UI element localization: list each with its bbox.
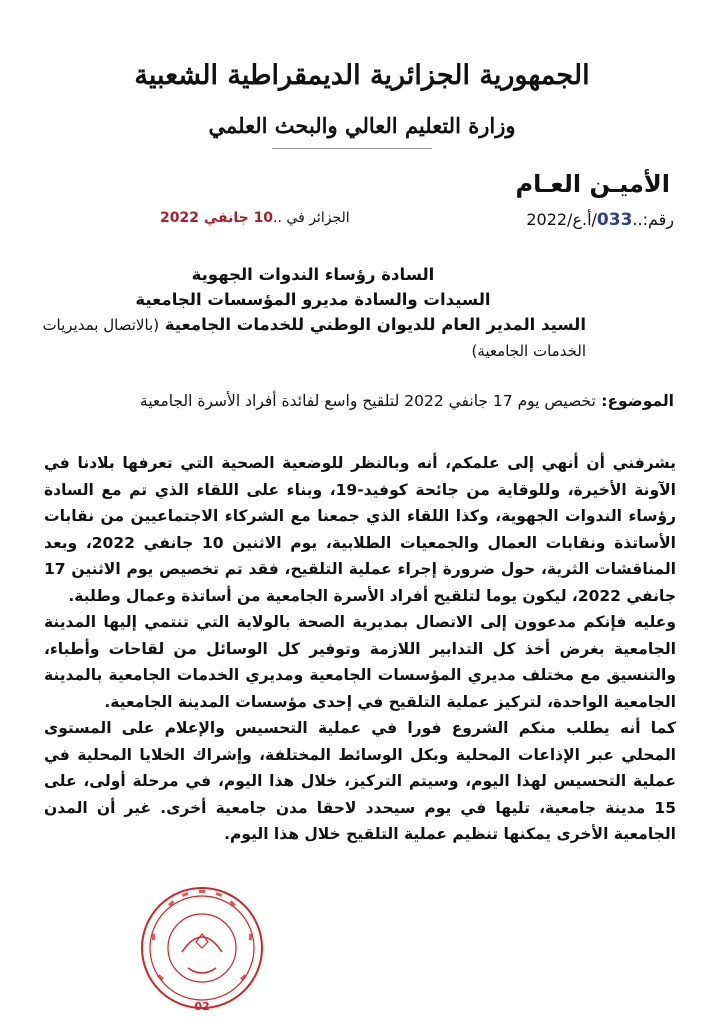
reference-dots: .. bbox=[632, 210, 643, 229]
subject-label: الموضوع: bbox=[601, 392, 674, 410]
reference-suffix: /أ.ع/2022 bbox=[526, 210, 597, 229]
body-paragraph-3: كما أنه يطلب منكم الشروع فورا في عملية التحسيس والإعلام على المستوى المحلي عبر الإذاعات المحلية وبكل الوسائط المختلفة، وإشراك الخلايا المحلية في عملية التحسيس لهذا اليوم، وسيتم التركيز، خلال هذا اليوم، في مرحلة أولى، على 15 مدينة جامعية، تليها في يوم سيحدد لاحقا مدن جامعية أخرى. غير أن المدن الجامعية الأخرى يمكنها تنظيم عملية التلقيح خلال هذا اليوم. bbox=[44, 719, 676, 843]
addressee-line-2: السيدات والسادة مديرو المؤسسات الجامعية bbox=[135, 290, 491, 309]
seal-emblem-star bbox=[196, 934, 208, 948]
seal-number: 02 bbox=[194, 1000, 210, 1013]
body-paragraph-1: يشرفني أن أنهي إلى علمكم، أنه وبالنظر للوضعية الصحية التي تعرفها بلادنا في الآونة الأخيرة، وللوقاية من جائحة كوفيد-19، وبناء على اللقاء الذي تم مع السادة رؤساء الندوات الجهوية، وكذا اللقاء الذي جمعنا مع الشركاء الاجتماعيين من نقابات الأساتذة ونقابات العمال والجمعيات الطلابية، يوم الاثنين 10 جانفي 2022، وبعد المناقشات الثرية، حول ضرورة إجراء عملية التلقيح، فقد تم تخصيص يوم الاثنين 17 جانفي 2022، ليكون يوما لتلقيح أفراد الأسرة الجامعية من أساتذة وعمال وطلبة. bbox=[44, 454, 676, 605]
seal-emblem-base bbox=[188, 968, 216, 973]
addressee-line-3-main: السيد المدير العام للديوان الوطني للخدمات الجامعية bbox=[164, 315, 586, 334]
body-paragraph-2: وعليه فإنكم مدعوون إلى الاتصال بمديرية الصحة بالولاية التي تنتمي إليها المدينة الجامعية بغرض أخذ كل التدابير اللازمة وتوفير كل الوسائل من لقاحات وأطباء، والتنسيق مع مختلف مديري المؤسسات الجامعية ومديري الخدمات الجامعية بالمدينة الجامعية الواحدة، لتركيز عملية التلقيح في إحدى مؤسسات المدينة الجامعية. bbox=[44, 613, 676, 711]
addressee-line-1: السادة رؤساء الندوات الجهوية bbox=[191, 265, 435, 284]
date-line bbox=[160, 210, 350, 226]
header-divider bbox=[272, 148, 432, 149]
subject-line bbox=[44, 392, 674, 410]
secretary-general-title: الأميـن العـام bbox=[515, 170, 670, 198]
date-value: 10 جانفي 2022 bbox=[160, 210, 274, 226]
date-prefix: الجزائر في .. bbox=[273, 210, 350, 226]
addressees-block bbox=[40, 262, 586, 364]
reference-number: 033 bbox=[596, 210, 633, 230]
reference-label: رقم: bbox=[642, 210, 674, 229]
seal-emblem-arc bbox=[182, 937, 222, 952]
subject-text: تخصيص يوم 17 جانفي 2022 لتلقيح واسع لفائدة أفراد الأسرة الجامعية bbox=[139, 392, 596, 410]
reference-line bbox=[526, 210, 674, 230]
official-seal-stamp bbox=[138, 882, 266, 1018]
addressee-line-3 bbox=[40, 312, 586, 364]
republic-heading: الجمهورية الجزائرية الديمقراطية الشعبية bbox=[134, 60, 590, 91]
addressee-line-3-note: (بالاتصال بمديريات الخدمات الجامعية) bbox=[42, 316, 586, 360]
letter-body bbox=[44, 450, 676, 848]
ministry-heading: وزارة التعليم العالي والبحث العلمي bbox=[208, 113, 516, 138]
